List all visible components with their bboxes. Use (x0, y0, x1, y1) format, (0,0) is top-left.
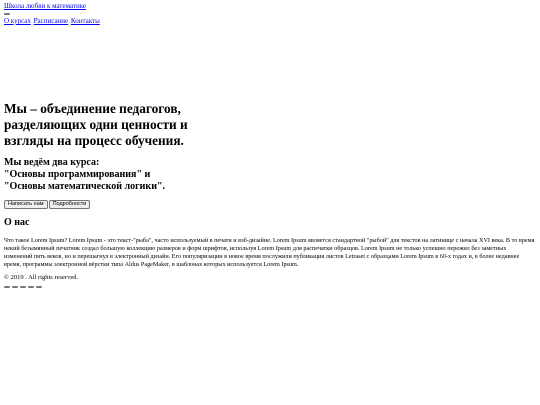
copyright-text: © 2019 . All rights reserved. (4, 274, 79, 281)
footer-buttons (4, 286, 42, 288)
hero-subtitle-line-3: "Основы математической логики". (4, 181, 166, 192)
nav-link-contacts[interactable]: Контакты (70, 17, 100, 25)
about-title: О нас (4, 217, 30, 228)
footer-button-4[interactable] (28, 286, 34, 288)
hero-title: Мы – объединение педагогов, разделяющих одни ценности и взгляды на процесс обучения. (4, 101, 188, 148)
about-text: Что такое Lorem Ipsum? Lorem Ipsum - это текст-"рыба", часто используемый в печати и вэб-дизайне. Lorem Ipsum является стандартной "рыбой" для текстов на латинице с начала XVI века. В то время некий безымянный печатник создал большую коллекцию размеров и форм шрифтов, используя Lorem Ipsum для распечатки образцов. Lorem Ipsum не только успешно пережил без заметных изменений пять веков, но и перешагнул в электронный дизайн. Его популяризации в новое время послужили публикация листов Letraset с образцами Lorem Ipsum в 60-х годах и, в более недавнее время, программы электронной вёрстки типа Aldus PageMaker, в шаблонах которых используется Lorem Ipsum. (4, 237, 535, 268)
footer-button-5[interactable] (36, 286, 42, 288)
details-button[interactable]: Подробности (49, 200, 91, 209)
hero-subtitle-line-2: "Основы программирования" и (4, 169, 151, 180)
main-nav (4, 17, 101, 26)
menu-toggle-button[interactable] (4, 13, 10, 15)
footer-button-1[interactable] (4, 286, 10, 288)
hero-subtitle-line-1: Мы ведём два курса: (4, 157, 100, 168)
footer-button-2[interactable] (12, 286, 18, 288)
logo-link[interactable]: Школа любви к математике (4, 2, 87, 10)
nav-link-courses[interactable]: О курсах (4, 17, 31, 25)
footer-button-3[interactable] (20, 286, 26, 288)
hero-buttons (4, 200, 90, 209)
nav-link-schedule[interactable]: Расписание (33, 17, 69, 25)
write-us-button[interactable]: Написать нам (4, 200, 48, 209)
hero-subtitle (4, 157, 244, 193)
